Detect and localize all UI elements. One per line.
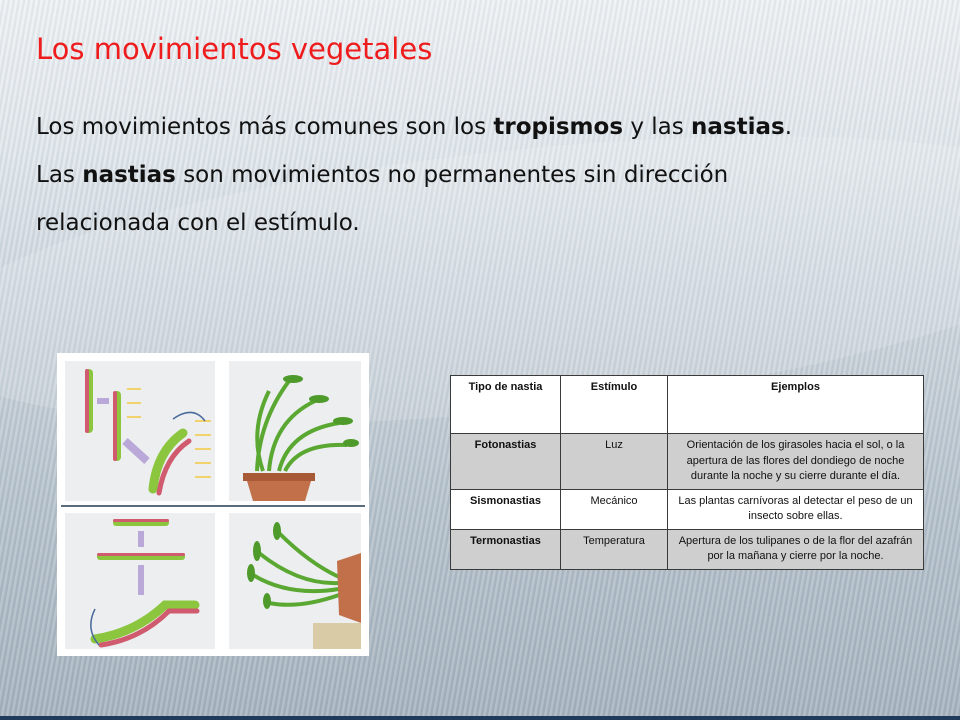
- cell-tipo: Fotonastias: [451, 434, 561, 490]
- table-row: [451, 489, 924, 529]
- header-tipo: Tipo de nastia: [451, 376, 561, 434]
- phototropism-plant-photo: [229, 361, 361, 501]
- paragraph-1: [36, 114, 792, 140]
- header-estimulo: Estímulo: [561, 376, 668, 434]
- gravitropism-plant-photo: [229, 513, 361, 649]
- cell-ejemplo: Apertura de los tulipanes o de la flor del azafrán por la mañana y cierre por la noche.: [668, 529, 924, 569]
- term-nastias: nastias: [691, 114, 785, 140]
- figure-divider: [61, 505, 365, 507]
- table-row: [451, 529, 924, 569]
- phototropism-drawing: [65, 361, 215, 501]
- paragraph-2: [36, 162, 728, 188]
- cell-estimulo: Mecánico: [561, 489, 668, 529]
- bottom-accent-bar: [0, 716, 960, 720]
- gravitropism-drawing: [65, 513, 215, 649]
- paragraph-1-end: .: [784, 114, 793, 140]
- paragraph-2-rest: son movimientos no permanentes sin dirección: [175, 162, 729, 188]
- tilted-plant-drawing: [229, 513, 361, 649]
- plant-pot-drawing: [229, 361, 361, 501]
- cell-tipo: Termonastias: [451, 529, 561, 569]
- cell-ejemplo: Las plantas carnívoras al detectar el peso de un insecto sobre ellas.: [668, 489, 924, 529]
- cell-ejemplo: Orientación de los girasoles hacia el sol, o la apertura de las flores del dondiego de noche durante la noche y su cierre durante el día.: [668, 434, 924, 490]
- term-nastias-2: nastias: [82, 162, 176, 188]
- paragraph-1-text: Los movimientos más comunes son los: [36, 114, 494, 140]
- plant-movement-illustration: [57, 353, 369, 656]
- header-ejemplos: Ejemplos: [668, 376, 924, 434]
- paragraph-3: relacionada con el estímulo.: [36, 210, 360, 236]
- nastias-table: [450, 375, 924, 570]
- table-row: [451, 434, 924, 490]
- slide-title: Los movimientos vegetales: [36, 32, 433, 66]
- table-header-row: [451, 376, 924, 434]
- gravitropism-diagram: [65, 513, 215, 649]
- paragraph-1-connector: y las: [623, 114, 692, 140]
- cell-estimulo: Temperatura: [561, 529, 668, 569]
- term-tropismos: tropismos: [493, 114, 624, 140]
- cell-tipo: Sismonastias: [451, 489, 561, 529]
- phototropism-diagram: [65, 361, 215, 501]
- cell-estimulo: Luz: [561, 434, 668, 490]
- paragraph-2-text: Las: [36, 162, 83, 188]
